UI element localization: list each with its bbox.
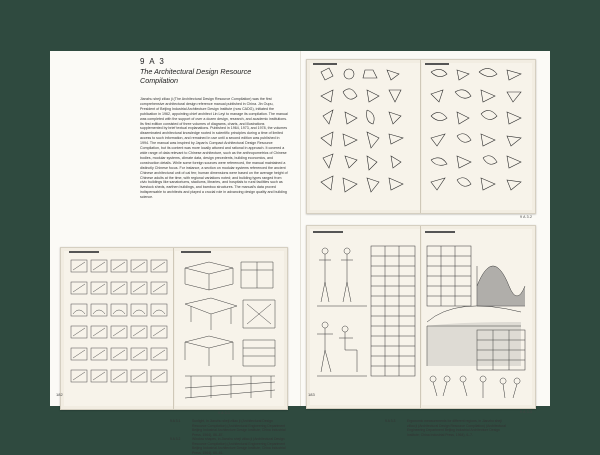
figure-photo-sunlight — [60, 247, 288, 410]
figure-label-left: 9 A 3.1 — [218, 411, 231, 415]
figure-label-bottom-right: 9 A 3.3 — [520, 410, 533, 414]
caption-label-3: 9 A 3.3 — [385, 419, 396, 423]
caption-text-2: Window shapes, in Jianzhu sheji ziliao ji (Architectural Design Resource Compilation) (Architectural Engineering Department Beijing Industrial Architecture Design Institute; China Industrial Press, 1964), 60–61. — [192, 437, 286, 455]
figure-photo-window-shapes — [306, 59, 536, 214]
caption-text-3: Ergonomic measurements for different regions, in Jianzhu sheji ziliao ji (Architectural Design Resource Compilation) (Architectural Engineering Department Beijing Industrial Architecture Design Institute; China Industrial Press, 1964), 6–7. — [407, 419, 506, 437]
page-number-left: 182 — [56, 392, 63, 397]
page-number-right: 183 — [308, 392, 315, 397]
sunlight-diagrams-illustration — [61, 248, 287, 409]
window-shapes-illustration — [307, 60, 535, 213]
figure-label-top-right: 9 A 3.2 — [520, 215, 533, 219]
section-number: 9 A 3 — [140, 57, 166, 66]
caption-label-1: 9 A 3.1 — [170, 419, 181, 423]
caption-text-1: Sunlight, in Jianzhu sheji ziliao ji (Architectural Design Resource Compilation) (Architectural Engineering Department Beijing Industrial Architecture Design Institute; China Industrial Press, 1964), 86–87. — [192, 419, 286, 437]
figure-photo-ergonomics — [306, 225, 536, 409]
body-text: Jianzhu sheji ziliao ji (The Architectural Design Resource Compilation) was the first comprehensive architectural design reference manual published in China. Jin Oupu, President of Beijing Industrial Architecture Design Institute (now CADG), initiated the publication in 1962, appointing chief architect Lin Leyi to manage its compilation. The manual was completed with the support of over a dozen design, research, and academic institutions. Its first edition consisted of three volumes of diagrams, charts, and illustrations supplemented by brief textual explanations. Published in 1964, 1973, and 1978, the volumes disseminated architectural knowledge rooted in scientific principles during a time of limited access to such information, and remained in use until a second edition was published in 1994. The manual was inspired by Japan's Compact Architectural Design Resource Compilation, but its content was more locally attuned and rational in approach. It covered a wide range of data relevant to Chinese architecture, such as the anthropometrics of Chinese bodies, modular systems, climate data, design precedents, building economics, and construction details. While some foreign sources were referenced, the manual maintained a distinctly Chinese focus. For instance, a section on modular systems referenced the ancient Chinese architectural unit of cai fen; human dimensions were based on the average height of Chinese adults at the time, with regional variations noted; and building types ranged from civic buildings like sanatoriums, stadiums, libraries, and hospitals to rural facilities such as livestock sheds, earthen buildings, and bamboo structures. The manual's data proved indispensable to architects and played a crucial role in advancing design quality and building science. — [140, 97, 288, 200]
section-title: The Architectural Design Resource Compilation — [140, 67, 252, 85]
ergonomics-illustration — [307, 226, 535, 408]
gutter — [300, 51, 301, 406]
caption-label-2: 9 A 3.2 — [170, 437, 181, 441]
book-spread — [50, 51, 550, 455]
